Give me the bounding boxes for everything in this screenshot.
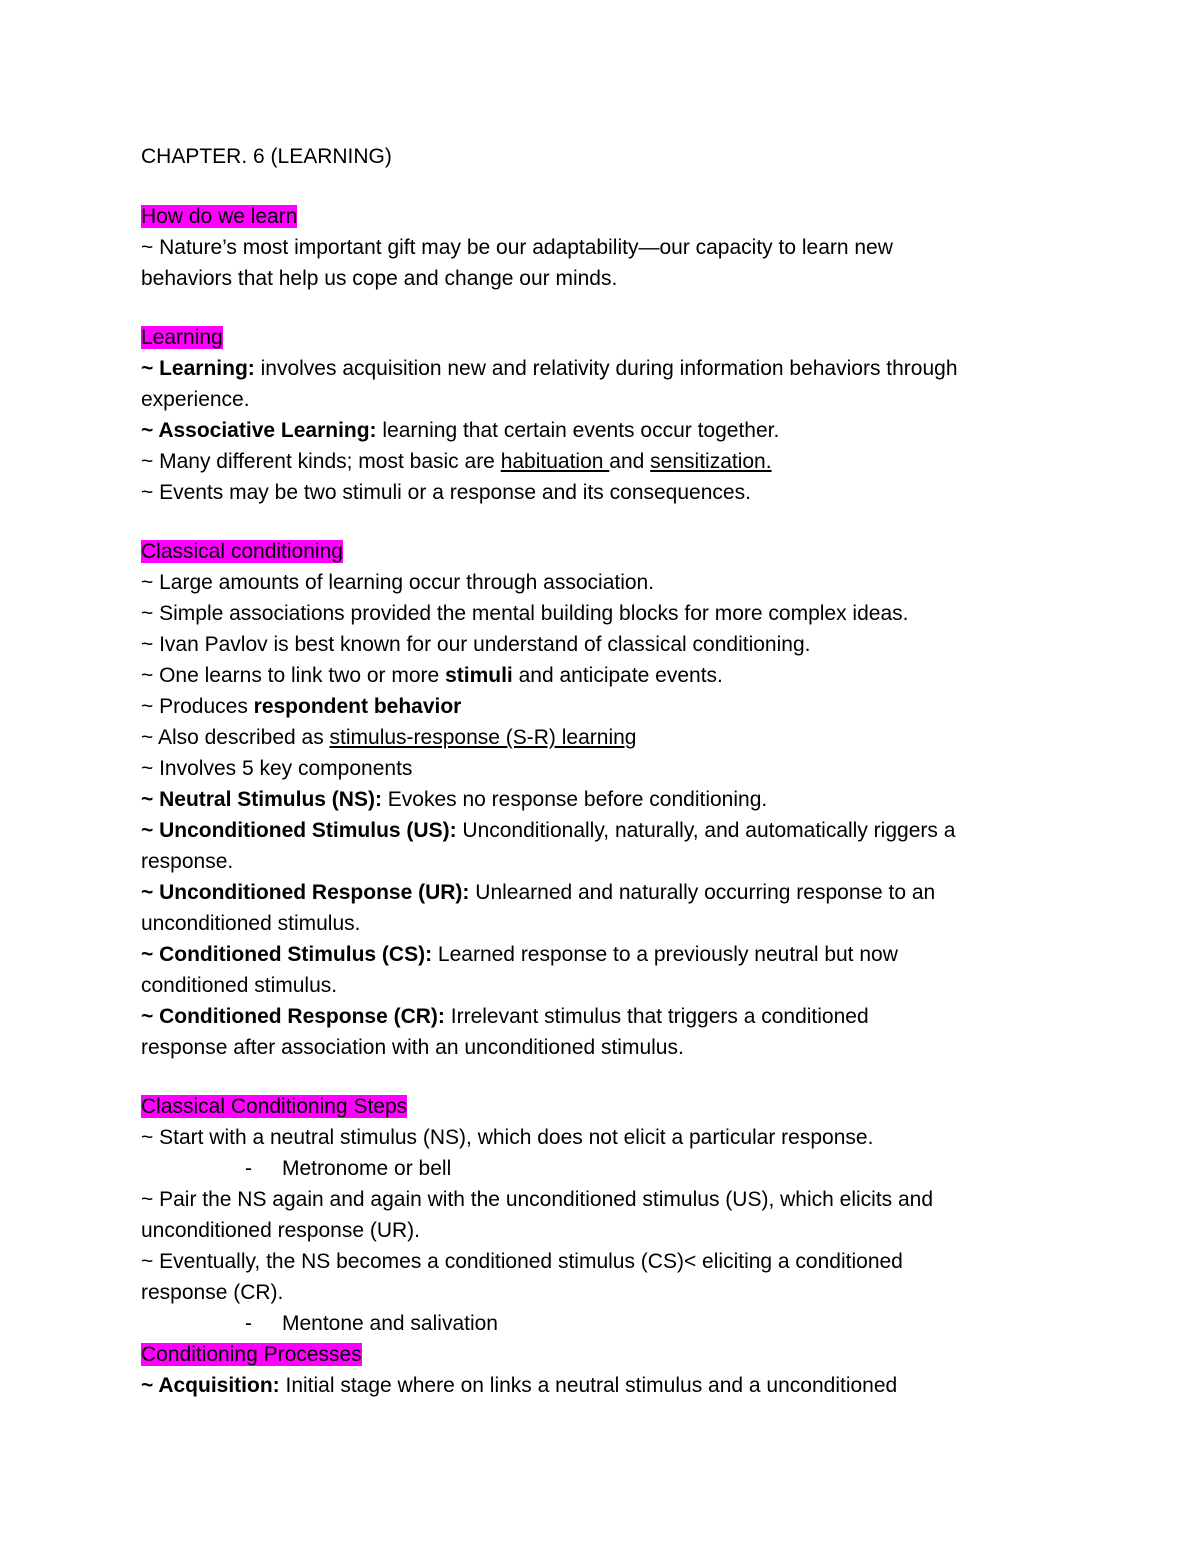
term: ~ Unconditioned Stimulus (US): — [141, 819, 457, 842]
text-line: ~ Pair the NS again and again with the unconditioned stimulus (US), which elicits and — [141, 1188, 934, 1211]
text-span: and — [609, 450, 651, 473]
text-line: behaviors that help us cope and change our minds. — [141, 267, 618, 290]
definition-text: Unlearned and naturally occurring response to an — [469, 881, 936, 904]
text-line: ~ Large amounts of learning occur through association. — [141, 571, 655, 594]
sub-bullet — [141, 1308, 1100, 1339]
section-heading-classical-conditioning — [141, 536, 1100, 567]
term: ~ Neutral Stimulus (NS): — [141, 788, 382, 811]
document-title: CHAPTER. 6 (LEARNING) — [141, 145, 392, 168]
term: ~ Conditioned Response (CR): — [141, 1005, 445, 1028]
definition-text: learning that certain events occur together. — [376, 419, 780, 442]
definition-text: Irrelevant stimulus that triggers a conditioned — [444, 1005, 869, 1028]
sub-bullet-text: Mentone and salivation — [282, 1312, 498, 1335]
text-span: and anticipate events. — [512, 664, 723, 687]
highlighted-heading: How do we learn — [141, 205, 298, 228]
definition-conditioned-stimulus — [141, 939, 1100, 970]
text-line: conditioned stimulus. — [141, 974, 338, 997]
definition-conditioned-response — [141, 1001, 1100, 1032]
text-line: unconditioned response (UR). — [141, 1219, 420, 1242]
text-span: ~ Also described as — [141, 726, 330, 749]
definition-text: Learned response to a previously neutral but now — [432, 943, 898, 966]
sub-bullet — [141, 1153, 1100, 1184]
text-line — [141, 691, 1100, 722]
section-heading-learning — [141, 322, 1100, 353]
term: ~ Acquisition: — [141, 1374, 280, 1397]
text-line — [141, 722, 1100, 753]
definition-text: Unconditionally, naturally, and automatically riggers a — [456, 819, 956, 842]
bold-term: respondent behavior — [253, 695, 462, 718]
definition-text: Initial stage where on links a neutral stimulus and a unconditioned — [279, 1374, 898, 1397]
text-span: ~ Many different kinds; most basic are — [141, 450, 501, 473]
underlined-term: stimulus-response (S-R) learning — [329, 726, 637, 749]
sub-bullet-text: Metronome or bell — [282, 1157, 452, 1180]
term: ~ Conditioned Stimulus (CS): — [141, 943, 433, 966]
underlined-term: sensitization. — [650, 450, 772, 473]
text-line: ~ Events may be two stimuli or a response and its consequences. — [141, 481, 751, 504]
term: ~ Associative Learning: — [141, 419, 377, 442]
text-line: response. — [141, 850, 234, 873]
text-line — [141, 446, 1100, 477]
dash-bullet: - — [245, 1157, 252, 1180]
section-heading-classical-conditioning-steps — [141, 1091, 1100, 1122]
underlined-term: habituation — [500, 450, 610, 473]
highlighted-heading: Conditioning Processes — [141, 1343, 362, 1366]
section-heading-how-do-we-learn — [141, 201, 1100, 232]
dash-bullet: - — [245, 1312, 252, 1335]
definition-unconditioned-stimulus — [141, 815, 1100, 846]
text-line: ~ Simple associations provided the mental building blocks for more complex ideas. — [141, 602, 909, 625]
term: ~ Unconditioned Response (UR): — [141, 881, 470, 904]
text-line: ~ Nature’s most important gift may be our adaptability—our capacity to learn new — [141, 236, 893, 259]
definition-text: Evokes no response before conditioning. — [381, 788, 768, 811]
definition-neutral-stimulus — [141, 784, 1100, 815]
text-line: response (CR). — [141, 1281, 284, 1304]
definition-associative-learning — [141, 415, 1100, 446]
bold-term: stimuli — [445, 664, 513, 687]
definition-unconditioned-response — [141, 877, 1100, 908]
text-line: response after association with an unconditioned stimulus. — [141, 1036, 684, 1059]
text-span: ~ One learns to link two or more — [141, 664, 446, 687]
text-line: experience. — [141, 388, 250, 411]
highlighted-heading: Learning — [141, 326, 223, 349]
text-line: unconditioned stimulus. — [141, 912, 361, 935]
definition-text: involves acquisition new and relativity during information behaviors through — [254, 357, 958, 380]
text-span: ~ Produces — [141, 695, 254, 718]
term: ~ Learning: — [141, 357, 255, 380]
highlighted-heading: Classical Conditioning Steps — [141, 1095, 408, 1118]
text-line: ~ Involves 5 key components — [141, 757, 413, 780]
section-heading-conditioning-processes — [141, 1339, 1100, 1370]
text-line: ~ Eventually, the NS becomes a conditioned stimulus (CS)< eliciting a conditioned — [141, 1250, 903, 1273]
definition-acquisition — [141, 1370, 1100, 1401]
text-line: ~ Ivan Pavlov is best known for our understand of classical conditioning. — [141, 633, 811, 656]
highlighted-heading: Classical conditioning — [141, 540, 343, 563]
text-line — [141, 660, 1100, 691]
definition-learning — [141, 353, 1100, 384]
text-line: ~ Start with a neutral stimulus (NS), which does not elicit a particular response. — [141, 1126, 874, 1149]
